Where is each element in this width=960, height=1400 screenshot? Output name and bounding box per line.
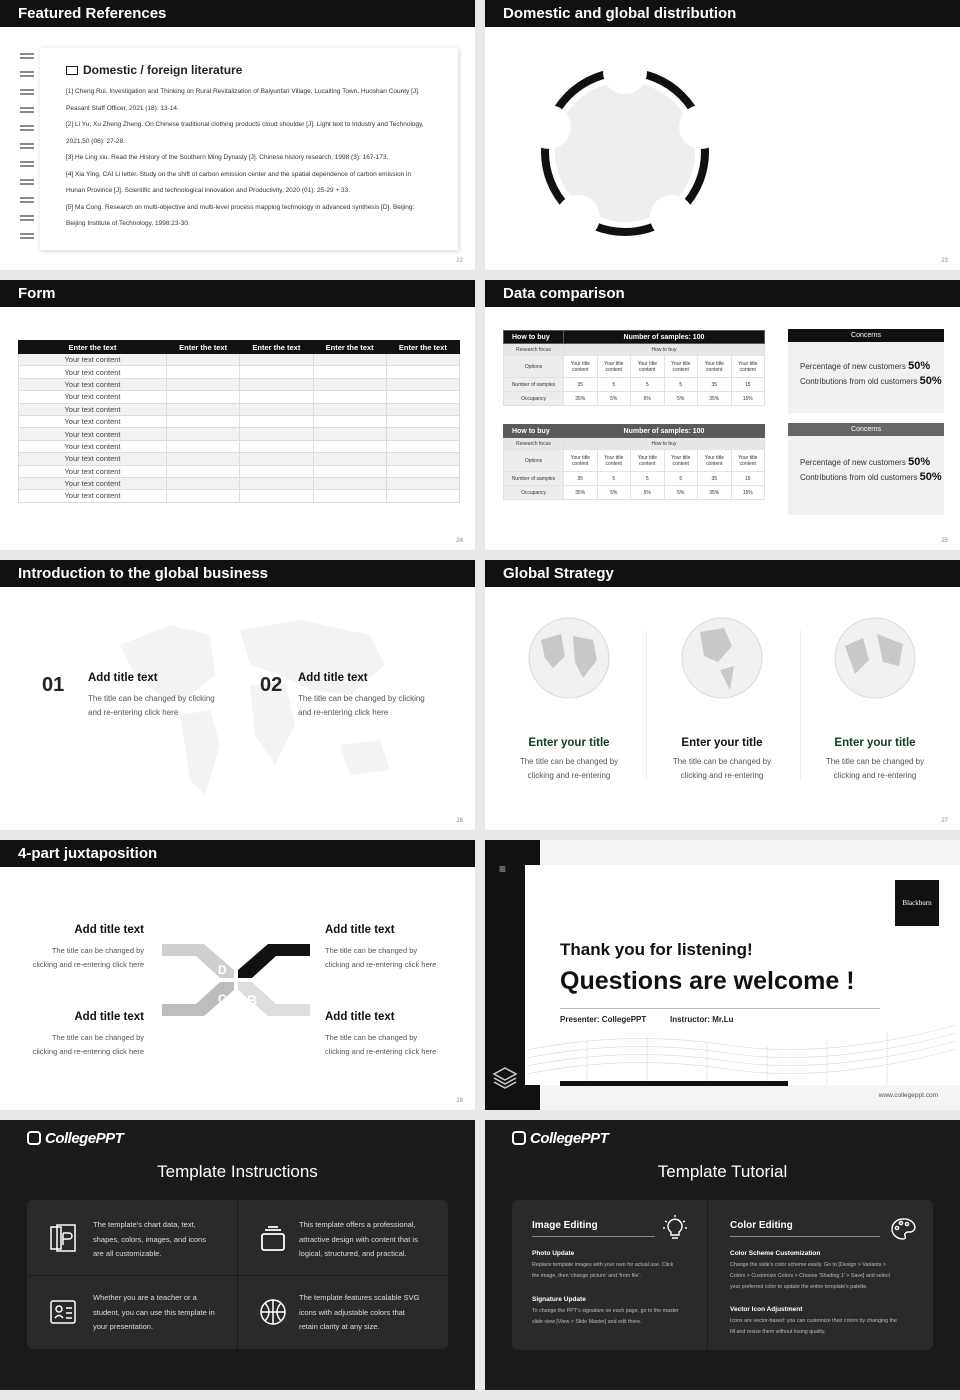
item-desc: The title can be changed by clicking and re-entering click here xyxy=(88,694,215,717)
form-table xyxy=(18,340,460,503)
table-cell: 35% xyxy=(698,392,732,406)
page-number: 25 xyxy=(941,538,948,544)
slide-references[interactable] xyxy=(0,0,475,270)
table-cell: 5% xyxy=(631,392,665,406)
concern-line: Percentage of new customers 50% xyxy=(800,360,931,372)
slide-title: Data comparison xyxy=(485,280,960,307)
table-subtitle: Number of samples: 100 xyxy=(564,425,765,438)
column-header: Your title content xyxy=(698,450,732,472)
column-header: Your title content xyxy=(731,356,765,378)
row-label: Options xyxy=(504,450,564,472)
table-row[interactable] xyxy=(19,453,460,465)
column-title: Enter your title xyxy=(528,737,610,749)
table-row[interactable] xyxy=(19,415,460,427)
column-header: Your title content xyxy=(597,356,631,378)
tutorial-section-title: Color Editing xyxy=(730,1220,793,1231)
item-title: Add title text xyxy=(325,924,395,936)
slide-title: Template Tutorial xyxy=(657,1162,788,1181)
slide-title: Domestic and global distribution xyxy=(485,0,960,27)
table-cell: 15% xyxy=(731,392,765,406)
table-cell: 35% xyxy=(564,486,598,500)
table-row[interactable] xyxy=(19,428,460,440)
row-label: Number of samples xyxy=(504,378,564,392)
column-header: Your title content xyxy=(631,356,665,378)
table-cell[interactable]: Your text content xyxy=(19,465,167,477)
table-row[interactable] xyxy=(19,366,460,378)
instruction-text: This template offers a professional, attractive design with content that is logical, structured, and practical. xyxy=(299,1220,418,1258)
table-cell: 35 xyxy=(698,378,732,392)
reference-line: [5] Ma Cong. Research on multi-objective and multi-level process mapping technology in advanced synthesis [D]. Beijing: xyxy=(66,203,415,211)
row-label: Occupancy xyxy=(504,392,564,406)
slide-thank-you[interactable] xyxy=(485,840,960,1110)
reference-list xyxy=(66,84,456,233)
page-number: 26 xyxy=(456,818,463,824)
table-row[interactable] xyxy=(19,403,460,415)
tutorial-text: Replace template images with your own for actual use. Click the image, then 'change picture' and 'from file'. xyxy=(532,1262,674,1279)
table-row[interactable] xyxy=(19,391,460,403)
page-number: 28 xyxy=(456,1098,463,1104)
table-cell[interactable]: Your text content xyxy=(19,354,167,366)
table-cell[interactable]: Your text content xyxy=(19,415,167,427)
table-cell: 5% xyxy=(664,392,698,406)
table-cell: 35 xyxy=(564,472,598,486)
table-cell: 15 xyxy=(731,472,765,486)
certificate-icon xyxy=(48,1297,78,1327)
concerns-header: Concerns xyxy=(788,329,944,342)
table-row[interactable] xyxy=(19,490,460,502)
comparison-table xyxy=(503,330,765,406)
slide-template-instructions[interactable] xyxy=(0,1120,475,1390)
table-cell[interactable]: Your text content xyxy=(19,453,167,465)
concerns-box xyxy=(788,423,944,515)
tutorial-text: Icons are vector-based: you can customize their colors by changing the fill and resize them without losing quality. xyxy=(730,1318,897,1335)
instructor-label: Instructor: Mr.Lu xyxy=(670,1015,734,1024)
column-title: Enter your title xyxy=(834,737,916,749)
quadrant-letter: A xyxy=(247,961,258,977)
tutorial-subhead: Vector Icon Adjustment xyxy=(730,1306,803,1313)
page-number: 22 xyxy=(456,258,463,264)
page-number: 27 xyxy=(941,818,948,824)
divider xyxy=(560,1008,880,1009)
table-cell: 5% xyxy=(664,486,698,500)
concern-line: Percentage of new customers 50% xyxy=(800,456,931,468)
table-cell[interactable]: Your text content xyxy=(19,366,167,378)
column-header: Your title content xyxy=(698,356,732,378)
closing-headline: Questions are welcome ! xyxy=(560,967,855,995)
reference-line: Peasant Staff Officer, 2021 (18): 13-14. xyxy=(66,104,179,112)
row-label: How to buy xyxy=(564,438,765,450)
column-header: Enter the text xyxy=(167,341,240,354)
slide-template-tutorial[interactable] xyxy=(485,1120,960,1390)
item-desc: The title can be changed by clicking and re-entering click here xyxy=(32,946,144,969)
table-cell: 5% xyxy=(631,486,665,500)
comparison-table xyxy=(503,424,765,500)
column-header: Your title content xyxy=(564,450,598,472)
item-desc: The title can be changed by clicking and re-entering click here xyxy=(298,694,425,717)
table-cell: 5 xyxy=(664,378,698,392)
table-cell: 5 xyxy=(631,472,665,486)
reference-line: 2021,50 (06): 27-28. xyxy=(66,137,125,145)
closing-line: Thank you for listening! xyxy=(560,940,753,959)
slide-title: Introduction to the global business xyxy=(0,560,475,587)
reference-line: [4] Xia Ying, CAI Li letter. Study on the shift of carbon emission center and the spatial dependence of carbon emission in xyxy=(66,170,412,178)
column-header: Your title content xyxy=(631,450,665,472)
row-label: Occupancy xyxy=(504,486,564,500)
concern-line: Contributions from old customers 50% xyxy=(800,471,942,483)
page-number: 23 xyxy=(941,258,948,264)
slide-juxtaposition[interactable] xyxy=(0,840,475,1110)
table-cell: 35% xyxy=(698,486,732,500)
folder-icon xyxy=(258,1225,288,1253)
tutorial-text: To change the PPT's signature on each page, go to the master slide view [View > Slide Master] and edit there. xyxy=(532,1308,679,1325)
table-row[interactable] xyxy=(19,378,460,390)
basketball-icon xyxy=(258,1297,288,1327)
website-url: www.collegeppt.com xyxy=(878,1092,938,1099)
table-cell[interactable]: Your text content xyxy=(19,428,167,440)
table-cell[interactable]: Your text content xyxy=(19,391,167,403)
quadrant-letter: B xyxy=(247,992,258,1008)
table-header-row xyxy=(19,341,460,354)
reference-line: Hunan Province [J]. Scientific and technological innovation and Productivity, 2020 (01): 25-29 + 33. xyxy=(66,187,351,194)
item-title: Add title text xyxy=(74,924,144,936)
table-title: How to buy xyxy=(504,425,564,438)
menu-icon[interactable]: ≡ xyxy=(499,862,507,876)
table-cell: 15% xyxy=(731,486,765,500)
table-cell: 35 xyxy=(564,378,598,392)
item-desc: The title can be changed by clicking and re-entering click here xyxy=(325,1033,437,1056)
row-label: Number of samples xyxy=(504,472,564,486)
row-label: Research focus xyxy=(504,438,564,450)
concerns-box xyxy=(788,329,944,413)
slide-distribution[interactable] xyxy=(485,0,960,270)
item-title: Add title text xyxy=(298,672,368,684)
quadrant-letter: D xyxy=(218,963,227,977)
cycle-diagram xyxy=(525,42,725,242)
collegeppt-logo: CollegePPT xyxy=(27,1130,123,1147)
slide-title: 4-part juxtaposition xyxy=(0,840,475,867)
slide-global-business[interactable] xyxy=(0,560,475,830)
item-title: Add title text xyxy=(325,1011,395,1023)
column-header: Enter the text xyxy=(19,341,167,354)
book-icon xyxy=(66,66,78,75)
globe-icon xyxy=(527,616,611,700)
table-cell[interactable]: Your text content xyxy=(19,378,167,390)
column-header: Your title content xyxy=(597,450,631,472)
row-label: How to buy xyxy=(564,344,765,356)
concerns-header: Concerns xyxy=(788,423,944,436)
table-subtitle: Number of samples: 100 xyxy=(564,331,765,344)
quadrant-letter: C xyxy=(218,992,227,1006)
column-desc: The title can be changed by clicking and re-entering xyxy=(825,757,925,780)
accent-bar xyxy=(560,1081,788,1086)
table-row[interactable] xyxy=(19,465,460,477)
column-header: Your title content xyxy=(664,450,698,472)
instruction-text: The template's chart data, text, shapes, colors, images, and icons are all customizable. xyxy=(93,1220,206,1258)
reference-line: [2] Li Yu, Xu Zheng Zheng. On Chinese traditional clothing products cloud shoulder [J]. Light text to Industry and Technology, xyxy=(66,121,424,128)
page-number: 24 xyxy=(456,538,463,544)
four-arrow-diagram xyxy=(160,940,312,1020)
column-desc: The title can be changed by clicking and re-entering xyxy=(672,757,772,780)
table-cell[interactable]: Your text content xyxy=(19,477,167,489)
reference-line: [1] Cheng Rui. Investigation and Thinking on Rural Revitalization of Baiyunfan Village, Lucaiting Town, Huoshan County [J]. xyxy=(66,88,420,95)
table-cell: 15 xyxy=(731,378,765,392)
item-title: Add title text xyxy=(88,672,158,684)
slide-title: Form xyxy=(0,280,475,307)
table-cell[interactable]: Your text content xyxy=(19,490,167,502)
item-title: Add title text xyxy=(74,1011,144,1023)
table-row[interactable] xyxy=(19,354,460,366)
section-heading: Domestic / foreign literature xyxy=(66,63,242,77)
tutorial-section-title: Image Editing xyxy=(532,1220,598,1231)
tutorial-subhead: Color Scheme Customization xyxy=(730,1250,821,1257)
collegeppt-logo: CollegePPT xyxy=(512,1130,608,1147)
tutorial-subhead: Photo Update xyxy=(532,1250,575,1257)
slide-title: Template Instructions xyxy=(157,1162,318,1181)
reference-line: Beijing Institute of Technology, 1998:23-30. xyxy=(66,220,190,227)
item-desc: The title can be changed by clicking and re-entering click here xyxy=(325,946,437,969)
column-header: Your title content xyxy=(664,356,698,378)
table-row[interactable] xyxy=(19,477,460,489)
table-cell: 35% xyxy=(564,392,598,406)
column-header: Enter the text xyxy=(313,341,386,354)
table-cell: 5 xyxy=(631,378,665,392)
lightbulb-icon xyxy=(661,1213,689,1241)
slide-global-strategy[interactable] xyxy=(485,560,960,830)
globe-icon xyxy=(833,616,917,700)
table-cell[interactable]: Your text content xyxy=(19,440,167,452)
wave-mesh-graphic xyxy=(527,990,957,1085)
concern-line: Contributions from old customers 50% xyxy=(800,375,942,387)
tutorial-text: Change the slide's color scheme easily. Go to [Design > Variants > Colors > Customize Colors > Choose 'Shading 1' > Save] and select your preferred color to update the entire template's palette. xyxy=(730,1262,890,1290)
spiral-binding-icon xyxy=(16,52,38,248)
column-title: Enter your title xyxy=(681,737,763,749)
presenter-label: Presenter: CollegePPT xyxy=(560,1015,647,1024)
tutorial-subhead: Signature Update xyxy=(532,1296,586,1303)
slide-title: Global Strategy xyxy=(485,560,960,587)
layers-icon xyxy=(492,1065,518,1091)
table-cell: 5 xyxy=(597,472,631,486)
table-title: How to buy xyxy=(504,331,564,344)
instruction-text: The template features scalable SVG icons with adjustable colors that retain clarity at any size. xyxy=(299,1293,420,1331)
slide-title: Featured References xyxy=(0,0,475,27)
column-desc: The title can be changed by clicking and re-entering xyxy=(519,757,619,780)
table-cell[interactable]: Your text content xyxy=(19,403,167,415)
university-badge: Blackburn xyxy=(895,880,939,926)
table-cell: 5 xyxy=(664,472,698,486)
table-cell: 35 xyxy=(698,472,732,486)
globe-icon xyxy=(680,616,764,700)
item-desc: The title can be changed by clicking and re-entering click here xyxy=(32,1033,144,1056)
table-row[interactable] xyxy=(19,440,460,452)
row-label: Research focus xyxy=(504,344,564,356)
document-icon xyxy=(48,1223,78,1253)
table-cell: 5 xyxy=(597,378,631,392)
table-cell: 5% xyxy=(597,486,631,500)
instruction-text: Whether you are a teacher or a student, you can use this template in your presentation. xyxy=(93,1293,215,1331)
palette-icon xyxy=(889,1216,917,1242)
column-header: Your title content xyxy=(564,356,598,378)
column-header: Enter the text xyxy=(240,341,313,354)
table-cell: 5% xyxy=(597,392,631,406)
row-label: Options xyxy=(504,356,564,378)
reference-line: [3] He Ling xiu. Read the History of the Southern Ming Dynasty [J]. Chinese history research, 1998 (3): 167-173. xyxy=(66,154,389,161)
column-header: Your title content xyxy=(731,450,765,472)
item-number: 01 xyxy=(42,674,65,696)
item-number: 02 xyxy=(260,674,283,696)
column-header: Enter the text xyxy=(386,341,459,354)
